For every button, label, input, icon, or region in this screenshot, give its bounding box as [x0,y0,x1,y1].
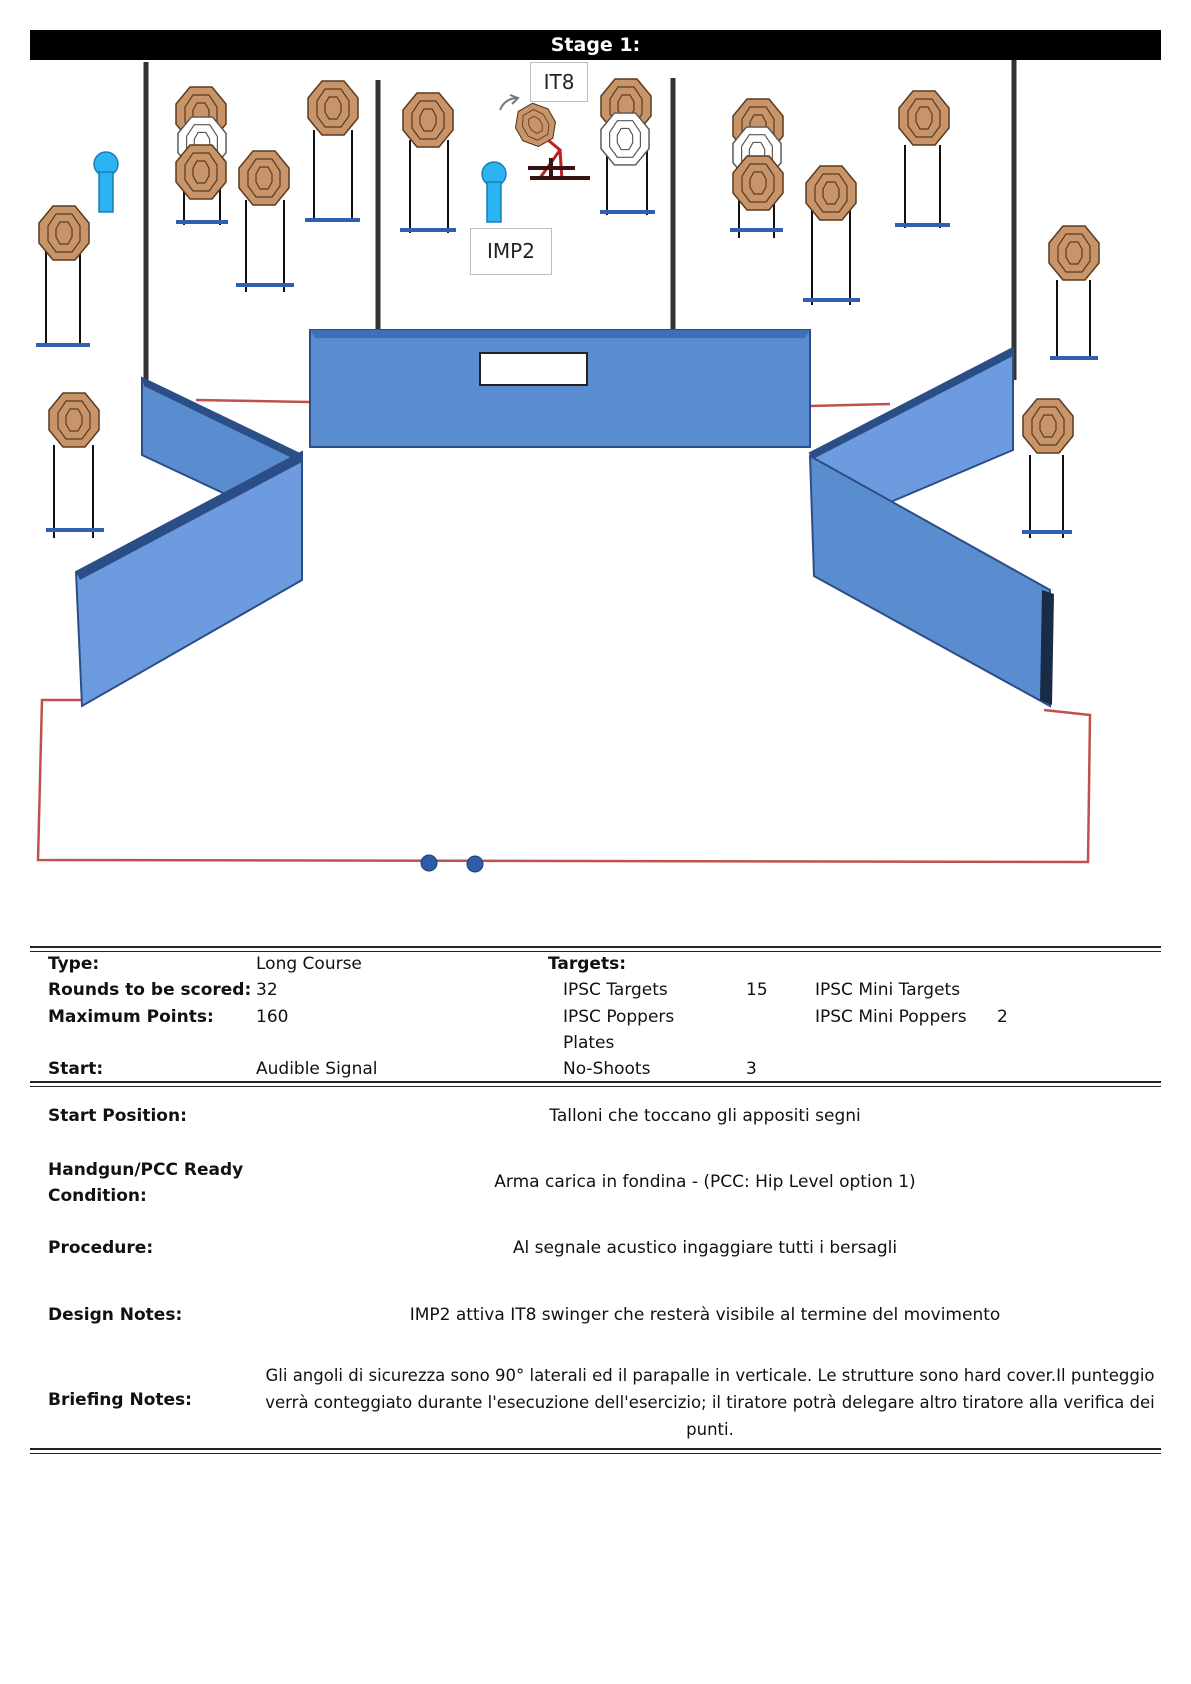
no-shoots-count: 3 [746,1059,757,1079]
no-shoots-label: No-Shoots [563,1059,651,1079]
ipsc-targets-label: IPSC Targets [563,980,668,1000]
type-label: Type: [48,954,100,974]
target-6 [308,81,358,135]
stage-title: Stage 1: [30,30,1161,60]
stand-10 [895,145,950,228]
plates-label: Plates [563,1033,615,1053]
target-10 [733,156,783,210]
start-position-value: Talloni che toccano gli appositi segni [549,1106,861,1126]
stand-4 [236,200,294,292]
target-11 [806,166,856,220]
ready-condition-value: Arma carica in fondina - (PCC: Hip Level option 1) [494,1172,916,1192]
mini-popper-1 [94,152,118,212]
imp2-label: IMP2 [470,228,552,275]
target-1 [39,206,89,260]
mini-popper-imp2 [482,162,506,222]
ipsc-targets-count: 15 [746,980,768,1000]
mini-poppers-count: 2 [997,1007,1008,1027]
target-13 [1049,226,1099,280]
rounds-label: Rounds to be scored: [48,980,252,1000]
design-notes-label: Design Notes: [48,1305,183,1325]
ready-condition-label-2: Condition: [48,1186,147,1206]
no-shoot-2 [601,113,649,165]
briefing-notes-label: Briefing Notes: [48,1390,192,1410]
stand-12 [1022,455,1072,538]
target-14 [1023,399,1073,453]
target-4 [176,145,226,199]
target-12 [899,91,949,145]
briefing-notes-value: Gli angoli di sicurezza sono 90° laterali ed il parapalle in verticale. Le strutture sono hard cover.Il punteggio verrà conteggiato durante l'esecuzione dell'esercizio; il tiratore potrà delegare altro tiratore alla verifica dei punti. [265,1366,1155,1439]
mini-poppers [94,152,506,222]
stand-9 [803,210,860,305]
ready-condition-label-1: Handgun/PCC Ready [48,1160,244,1180]
ipsc-poppers-label: IPSC Poppers [563,1007,675,1027]
max-points-label: Maximum Points: [48,1007,214,1027]
design-notes-value: IMP2 attiva IT8 swinger che resterà visibile al termine del movimento [409,1305,1001,1325]
stand-1 [36,250,90,345]
it8-label: IT8 [530,62,588,102]
type-value: Long Course [256,954,362,974]
mini-poppers-label: IPSC Mini Poppers [815,1007,967,1027]
stand-5 [305,130,360,220]
walls [76,330,1054,706]
procedure-value: Al segnale acustico ingaggiare tutti i bersagli [512,1238,898,1258]
stand-11 [1050,280,1098,360]
target-7 [403,93,453,147]
start-value: Audible Signal [256,1059,378,1079]
rounds-value: 32 [256,980,278,1000]
target-5 [239,151,289,205]
stand-2 [46,445,104,538]
start-position-marks [421,855,483,872]
max-points-value: 160 [256,1007,289,1027]
targets-label: Targets: [548,954,627,974]
start-label: Start: [48,1059,104,1079]
start-position-label: Start Position: [48,1106,187,1126]
stand-6 [400,140,456,233]
target-2 [49,393,99,447]
port-window [480,353,587,385]
it8-swinger [500,95,590,180]
mini-targets-label: IPSC Mini Targets [815,980,961,1000]
procedure-label: Procedure: [48,1238,154,1258]
